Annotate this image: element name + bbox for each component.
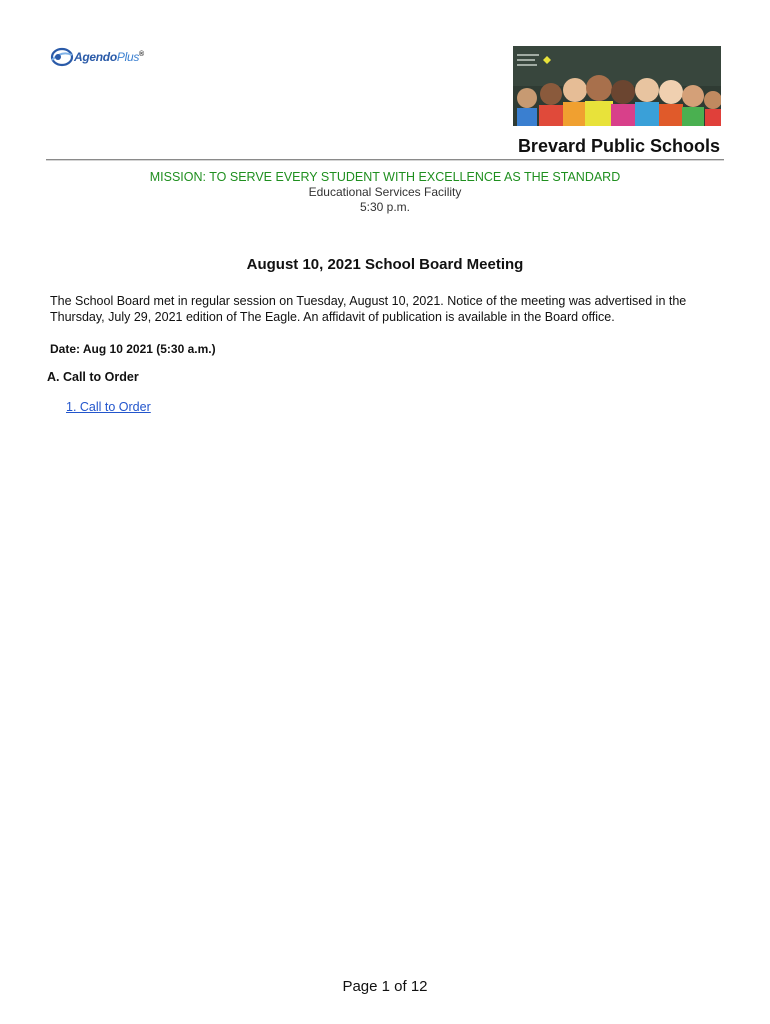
section-heading-call-to-order: A. Call to Order bbox=[47, 370, 139, 384]
agenda-item-link-call-to-order[interactable]: 1. Call to Order bbox=[66, 400, 151, 414]
meeting-location: Educational Services Facility bbox=[308, 185, 462, 199]
agendoplus-logo bbox=[50, 44, 144, 70]
mission-statement: MISSION: TO SERVE EVERY STUDENT WITH EXCELLENCE AS THE STANDARD bbox=[149, 170, 621, 184]
meeting-title: August 10, 2021 School Board Meeting bbox=[246, 256, 524, 273]
page-number: Page 1 of 12 bbox=[342, 978, 428, 995]
logo-wordmark: AgendoPlus® bbox=[74, 50, 144, 64]
meeting-date: Date: Aug 10 2021 (5:30 a.m.) bbox=[50, 342, 216, 356]
intro-paragraph: The School Board met in regular session on Tuesday, August 10, 2021. Notice of the meeting was advertised in the Thursday, July 29, 2021 edition of The Eagle. An affidavit of publication is available in the Board office. bbox=[50, 294, 687, 324]
header-photo bbox=[513, 46, 721, 126]
organization-name: Brevard Public Schools bbox=[517, 136, 720, 156]
agendoplus-swoosh-icon bbox=[50, 46, 74, 68]
meeting-time: 5:30 p.m. bbox=[359, 200, 411, 214]
header-divider bbox=[46, 159, 724, 161]
